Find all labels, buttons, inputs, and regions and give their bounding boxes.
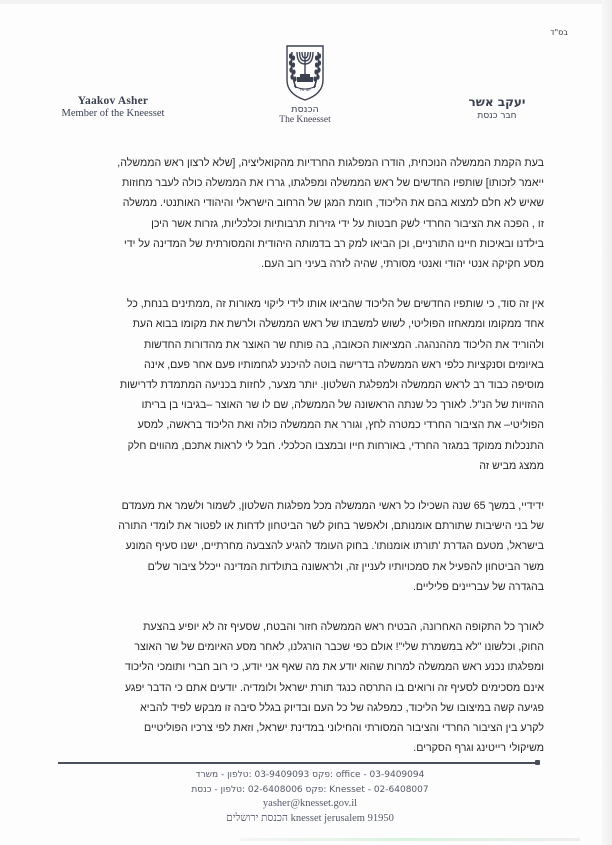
body-line: ממצג מביש זה [479, 459, 544, 472]
body-line: מסע חקיקה אנטי יהודי ואנטי מסורתי, שהיה לזרה בעיני רוב העם. [261, 258, 544, 271]
english-letterhead [48, 95, 178, 119]
english-member-role: Member of the Kneesset [61, 108, 165, 119]
scan-top-edge [0, 0, 612, 4]
email-link[interactable]: yasher@knesset.gov.il [262, 798, 358, 809]
paragraph-2 [94, 294, 544, 476]
body-line: אין זה סוד, כי שותפיו החדשים של הליכוד שהביאו אותו לידי ליקוי מאורות זה ,ממתינים בנחת, כל [126, 298, 544, 311]
body-line: משיקולי רייטינג וגרף הסקרים. [413, 742, 544, 755]
body-line: בילדנו ובאיכות חיינו התורניים, וכן הביאו למק רב בדמותה היהודית והמסורתית של המדינה על ידי [124, 237, 544, 250]
body-line: הפוליטי– את הציבור החרדי כמטרה לחץ, וגורר את הממשלה כולה ואת הליכוד בראשה, למסע [137, 419, 544, 432]
footer-divider-end [535, 760, 540, 765]
body-line: של בני הישיבות שתורתם אומנותם, ולאפשר בחוק לשר הביטחון לדחות או לפטור את לומדי התורה [118, 520, 544, 533]
knesset-emblem-block [266, 44, 344, 125]
body-line: זו , הפכה את הציבור החרדי לשק חבטות על ידי גזירות תרבותיות וכלכליות, גזרות אשר היכן [151, 217, 544, 230]
body-line: אינם מסכימים לסעיף זה ורואים בו התרסה כנגד תורת ישראל ולומדיה. יודעים אתם כי הדבר יפגע [124, 681, 544, 694]
knesset-menorah-emblem-icon [284, 44, 326, 102]
body-line: החוק, וכלשונו "לא במשמרת שלי"! אולם כפי שכבר הורגלנו, לאחר מסע האיומים של שר האוצר [134, 641, 544, 654]
contact-footer [150, 768, 470, 826]
english-member-name: Yaakov Asher [77, 95, 149, 107]
paragraph-1 [94, 153, 544, 274]
body-line: שאיש לא חלם למצוא בהם את הליכוד, חומת המגן של הרחוב הישראלי והיהודי האותנטי. ממשלה [122, 197, 544, 210]
body-line: אחד ממקומו וממאחזו הפוליטי, לשוש למשבתו של ראש הממשלה ולרשת את מקומו בבוא העת [132, 318, 544, 331]
letter-body [94, 153, 544, 778]
body-line: בהגדרה של עבריינים פליליים. [412, 580, 544, 593]
body-line: בישראל, מטעם הגדרת 'תורתו אומנותו'. בחוק העומד להגיע להצבעה מחרתיים, ישנו סעיף המונע [125, 540, 544, 553]
office-contact-line: office - 03-9409094 :פקס 03-9409093 :טלפון - משרד [195, 770, 425, 780]
body-line: באיומים וסנקציות כלפי ראש הממשלה בדרישה בוטה להיכנע לגחמותיו פעם אחר פעם, אינה [144, 358, 544, 371]
bsd-header-mark: בס"ד [550, 28, 568, 37]
hebrew-member-role: חבר כנסת [477, 111, 517, 121]
body-line: ידידיי, במשך 65 שנה השכילו כל ראשי הממשלה מכל מפלגות השלטון, לשמור ולשמר את מעמדם [121, 500, 544, 513]
svg-text:ישראל: ישראל [299, 87, 311, 92]
body-line: משר הביטחון להפעיל את סמכויותיו לעניין זה, ולראשונה בתולדות המדינה ייכלל ציבור של'ם [147, 560, 544, 573]
paragraph-4 [94, 617, 544, 758]
emblem-english-label: The Kneesset [279, 115, 331, 125]
hebrew-letterhead [452, 95, 542, 121]
body-line: ולהוריד את הליכוד מההנהגה. המציאות הכאובה, בה פותח שר האוצר את מהדורות החדשות [143, 338, 544, 351]
body-line: לקרע בין הציבור החרדי והציבור המסורתי והחילוני במדינת ישראל, וזאת לפי צרכיו הפוליטיים [144, 722, 544, 735]
paragraph-3 [94, 496, 544, 597]
emblem-hebrew-label: הכנסת [291, 104, 319, 115]
body-line: התנכלות ממוקד במגזר החרדי, באורחות חייו ובמצבו הכלכלי. חבל לי לראות אתכם, מהווים חלק [127, 439, 544, 452]
footer-divider [58, 762, 538, 764]
knesset-contact-line: Knesset - 02-6408007 :פקס 02-6408006 :טלפון - כנסת [191, 784, 429, 795]
body-line: פגיעה קשה במיצובו של הליכוד, כמפלגה של כל העם ובדיוק בגלל סיבה זו מבקש לפיד להביא [140, 701, 544, 714]
hebrew-member-name: יעקב אשר [468, 95, 526, 109]
scan-right-edge [602, 0, 612, 845]
body-line: מוסיפה כבוד רב לראש הממשלה ולמפלגת השלטון. יותר מצער, לחזות בכניעה המתמדת לדרישות [119, 379, 544, 392]
body-line: ייאמר לזכותו] שותפיו החדשים של ראש הממשלה ומפלגתו, גררו את הממשלה כולה לעבר מחוזות [121, 177, 544, 190]
scan-bottom-shade [240, 838, 580, 841]
address-line: knesset jerusalem 91950 הכנסת ירושלים [226, 812, 394, 824]
body-line: בעת הקמת הממשלה הנוכחית, הודרו המפלגות החרדיות מהקואליציה, [שלא לרצון ראש הממשלה, [117, 157, 544, 169]
body-line: ומפלגתו נכנע ראש הממשלה למרות שהוא יודע את מה שאף אני יודע, כי רוב חברי ותומכי הליכוד [124, 661, 544, 674]
body-line: לאורך כל התקופה האחרונה, הבטיח ראש הממשלה חזור והבטח, שסעיף זה לא יופיע בהצעת [143, 621, 544, 634]
body-line: ההזויות של הנ"ל. לאורך כל שנתה הראשונה של הממשלה, שם לו שר האוצר –בגיבוי בן בריתו [141, 399, 544, 412]
